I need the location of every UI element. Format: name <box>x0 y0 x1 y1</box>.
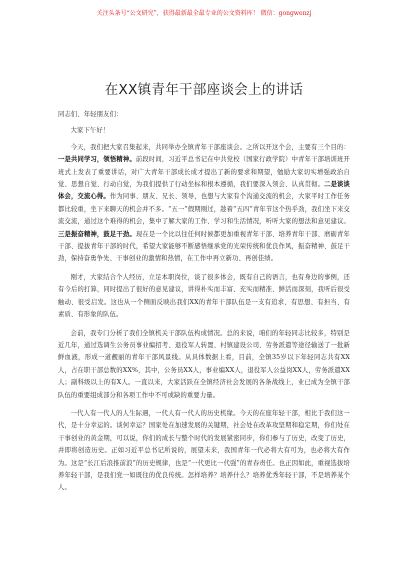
paragraph-composition: 会前，我专门分析了我们全镇机关干部队伍构成情况。总的来说，咱们的年轻同志比较多，特别是近几年，通过选调生公务员事业编招考、退役军人转置、村镇建设公司、劳务派遣等途径输送了一批新鲜血液，形成一道靓丽的青年干部风景线。从具体数据上看，目前，全镇35岁以下年轻同志共有XX人，占在职干部总数的XX%，其中，公务员XX人，事业编XX人，退役军人公益岗XX人，劳务派遣XX人；副科级以上的有X人。一直以来，大家活跃在全镇经济社会发展的各条战线上，业已成为全镇干部队伍的重要组成部分和各项工作中不可或缺的重要力量。 <box>58 329 350 399</box>
header-note: 关注头条号“公文研究”，获得最新最全最专业的公文资料库！ 微信：gongwenzj <box>96 10 312 17</box>
point-three-heading: 三是振奋精神，鼓足干劲。 <box>58 230 136 238</box>
paragraph-text: 现在是一个比以往任何时候都更加重视青年干部、培养青年干部、磨砺青年干部、提拔青年干部的时代，希望大家能够不断感悟继承党的光荣传统和优良作风，振奋精神、鼓足干劲，保持奋勇争先、干事创业的激情和热情，在工作中再立新功、再创佳绩。 <box>58 230 350 263</box>
paragraph-text: 今天，我们把大家召集起来，共同举办全镇青年干部座谈会。之所以开这个会，主要有三个目的： <box>70 143 350 151</box>
page-title: 在XX镇青年干部座谈会上的讲话 <box>104 82 304 98</box>
point-two-heading: 二是谈谈体会，交流心得。 <box>58 181 350 201</box>
paragraph-generation: 一代人有一代人的人生际遇，一代人有一代人的历史机缘。今天的在座年轻干部，相比于我们这一代，是十分幸运的。谈何幸运？国家处在加速发展的关键期，社会处在改革攻坚期和稳定期，你们处在干事创业的黄金期，可以说，你们的成长与整个时代的发展紧密同步，你们参与了历史，改变了历史，并即将创造历史。正如习近平总书记所说的，展望未来，我国青年一代必将大有可为，也必将大有作为。这是“长江后浪推前浪”的历史规律，也是“一代更比一代强”的青春责任。也正因如此，重视选拔培养年轻干部，是我们党一如既往的优良传统。怎样培养？培养什么？培养优秀年轻干部，不是培养某个人。 <box>58 409 350 492</box>
salutation: 同志们、年轻朋友们： <box>58 111 123 118</box>
paragraph-text: 作为同事、朋友、兄长、领导，也想与大家有个沟通交流的机会，大家平时工作任务都比较重，坐下来聊天的机会并不多。“五一”假期刚过，趁着“五四”青年节这个热乎劲，我们坐下来交流交流，通过这个难得的机会，集中了解大家的工作、学习和生活情况，听听大家的想法和意见建议。 <box>58 193 350 226</box>
paragraph-text: 前段时间，习近平总书记在中共党校（国家行政学院）中青年干部培训班开班式上发表了重要讲话，对广大青年干部成长成才提出了新的要求和期望，勉励大家切实增强政治自觉、思想自觉、行动自觉，为我们提供了行动坐标和根本遵循，我们要深入领会、认真贯彻。 <box>58 156 350 189</box>
point-one-heading: 一是共同学习，领悟精神。 <box>58 156 136 164</box>
greeting: 大家下午好！ <box>70 127 110 135</box>
paragraph-purpose <box>58 142 350 266</box>
paragraph-feedback: 刚才，大家结合个人经历，立足本职岗位，谈了很多体会，既有自己的语言，也有身边的事例，还有今后的打算，同时提出了很好的意见建议，讲得朴实而丰富、充实而精准、鲜活而深刻，我听后很受触动、很受启发。这也从一个侧面反映出我们XX的青年干部队伍是一支有追求、有思想、有担当、有素质、有形象的队伍。 <box>58 273 350 319</box>
